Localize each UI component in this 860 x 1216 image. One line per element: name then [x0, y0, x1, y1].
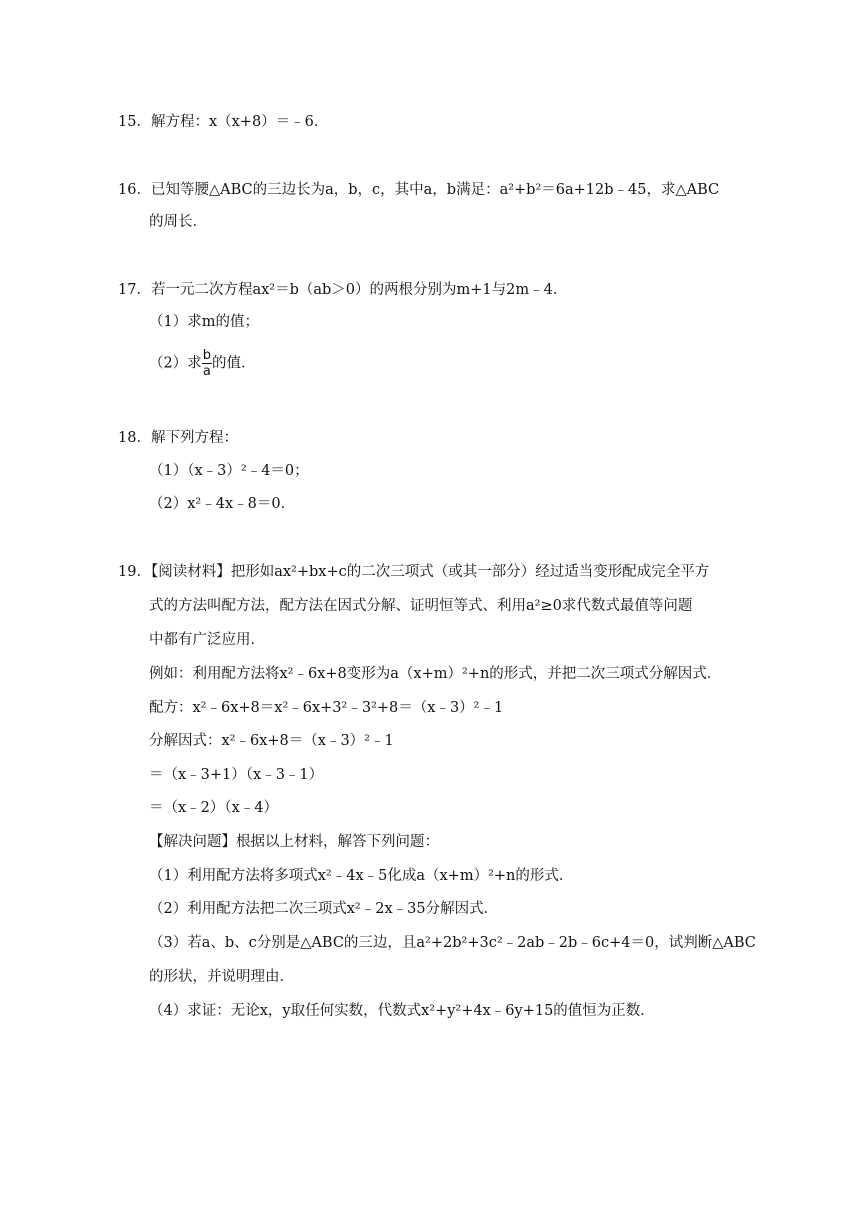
- question-18-part-1: （1）（x﹣3）²﹣4＝0；: [149, 463, 309, 479]
- question-text: 已知等腰△ABC的三边长为a，b，c，其中a，b满足：a²+b²＝6a+12b﹣45，求△ABC: [150, 182, 720, 198]
- question-19-part-4: （4）求证：无论x，y取任何实数，代数式x²+y²+4x﹣6y+15的值恒为正数．: [149, 1003, 655, 1019]
- question-19-factorization: 分解因式：x²﹣6x+8＝（x﹣3）²﹣1: [149, 733, 394, 749]
- question-text: 若一元二次方程ax²＝b（ab＞0）的两根分别为m+1与2m﹣4．: [150, 282, 568, 298]
- question-19-example: 例如：利用配方法将x²﹣6x+8变形为a（x+m）²+n的形式，并把二次三项式分解因式．: [149, 666, 722, 682]
- question-17-part-2: （2）求 $\frac{b}{a}$ 的值．: [149, 348, 256, 379]
- question-15: [118, 112, 328, 132]
- question-19-factorization-step-1: ＝（x﹣3+1）（x﹣3﹣1）: [149, 767, 324, 783]
- question-number: 17．: [118, 282, 151, 298]
- question-number: 19．: [118, 564, 151, 580]
- fraction-denominator: a: [202, 364, 211, 379]
- question-text: 【阅读材料】把形如ax²+bx+c的二次三项式（或其一部分）经过适当变形配成完全平方: [150, 564, 710, 580]
- question-19: [118, 562, 709, 582]
- question-19-part-1: （1）利用配方法将多项式x²﹣4x﹣5化成a（x+m）²+n的形式．: [149, 868, 574, 884]
- question-19-solve-heading: 【解决问题】根据以上材料，解答下列问题：: [149, 834, 439, 850]
- question-text: 解下列方程：: [150, 430, 238, 446]
- question-19-completing-square: 配方：x²﹣6x+8＝x²﹣6x+3²﹣3²+8＝（x﹣3）²﹣1: [149, 700, 504, 716]
- question-number: 16．: [118, 182, 151, 198]
- fraction-b-over-a: [202, 348, 212, 379]
- question-number: 15．: [118, 114, 151, 130]
- question-19-part-3-line-2: 的形状，并说明理由．: [149, 969, 294, 985]
- fraction-numerator: b: [202, 348, 211, 363]
- question-text: 解方程：x（x+8）＝﹣6．: [150, 114, 329, 130]
- question-16-line-2: 的周长．: [149, 214, 207, 230]
- question-17-part-1: （1）求m的值；: [149, 314, 259, 330]
- question-19-factorization-step-2: ＝（x﹣2）（x﹣4）: [149, 800, 279, 816]
- question-17: [118, 280, 567, 300]
- question-16: [118, 180, 719, 200]
- question-19-line-2: 式的方法叫配方法，配方法在因式分解、证明恒等式、利用a²≥0求代数式最值等问题: [149, 598, 693, 614]
- question-19-part-3: （3）若a、b、c分别是△ABC的三边，且a²+2b²+3c²﹣2ab﹣2b﹣6c+4＝0，试判断△ABC: [149, 935, 756, 951]
- question-19-part-2: （2）利用配方法把二次三项式x²﹣2x﹣35分解因式．: [149, 901, 499, 917]
- question-18-part-2: （2）x²﹣4x﹣8＝0．: [149, 496, 296, 512]
- question-number: 18．: [118, 430, 151, 446]
- question-19-line-3: 中都有广泛应用．: [149, 632, 265, 648]
- question-18: [118, 428, 238, 448]
